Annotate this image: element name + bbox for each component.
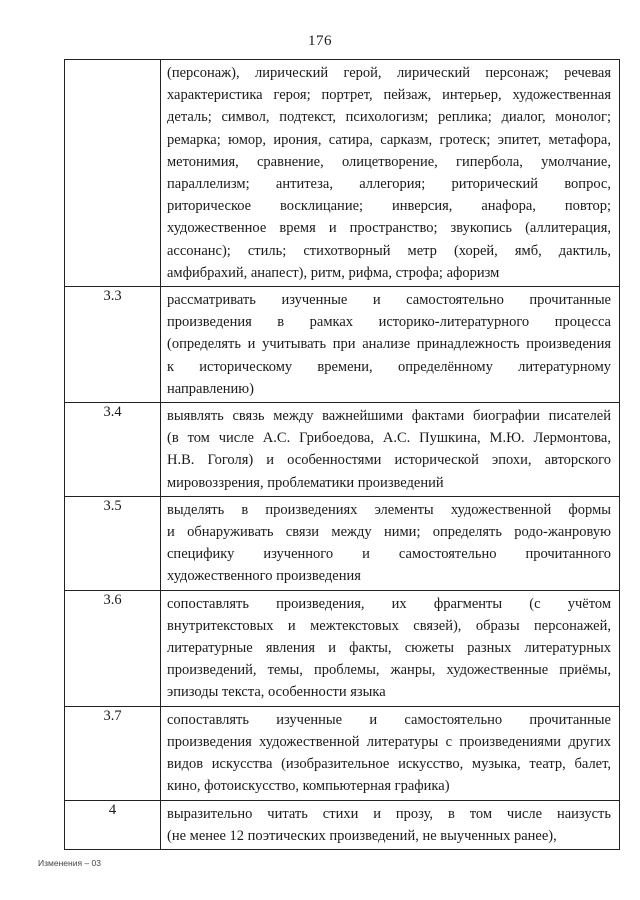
row-text-cell bbox=[161, 60, 620, 287]
row-text-cell bbox=[161, 403, 620, 497]
text-line: произведений, темы, проблемы, жанры, художественные приёмы, bbox=[167, 662, 611, 679]
row-number-cell: 3.6 bbox=[65, 590, 161, 706]
text-line: рассматривать изученные и самостоятельно прочитанные bbox=[167, 292, 611, 309]
row-number-cell: 3.5 bbox=[65, 496, 161, 590]
row-number-cell bbox=[65, 60, 161, 287]
text-line: выразительно читать стихи и прозу, в том числе наизусть bbox=[167, 805, 611, 822]
text-line: характеристика героя; портрет, пейзаж, интерьер, художественная bbox=[167, 87, 611, 104]
text-line: выявлять связь между важнейшими фактами биографии писателей bbox=[167, 408, 611, 425]
text-line: выделять в произведениях элементы художественной формы bbox=[167, 501, 611, 518]
row-number-cell: 4 bbox=[65, 800, 161, 849]
table-row bbox=[65, 590, 620, 706]
text-line: сопоставлять изученные и самостоятельно прочитанные bbox=[167, 711, 611, 728]
text-line: направлению) bbox=[167, 380, 254, 397]
text-line: деталь; символ, подтекст, психологизм; реплика; диалог, монолог; bbox=[167, 109, 611, 126]
page-number: 176 bbox=[308, 33, 332, 49]
row-text-cell bbox=[161, 590, 620, 706]
table-body bbox=[65, 60, 620, 850]
text-line: художественное время и пространство; звукопись (аллитерация, bbox=[167, 220, 611, 237]
text-line: произведения художественной литературы с произведениями других bbox=[167, 733, 611, 750]
table-row bbox=[65, 496, 620, 590]
text-line: видов искусства (изобразительное искусство, музыка, театр, балет, bbox=[167, 756, 611, 773]
text-line: ассонанс); стиль; стихотворный метр (хорей, ямб, дактиль, bbox=[167, 242, 611, 259]
text-line: ремарка; юмор, ирония, сатира, сарказм, гротеск; эпитет, метафора, bbox=[167, 131, 611, 148]
text-line: мировоззрения, проблематики произведений bbox=[167, 474, 444, 491]
row-text-cell bbox=[161, 496, 620, 590]
text-line: специфику изученного и самостоятельно прочитанного bbox=[167, 546, 611, 563]
table-row bbox=[65, 287, 620, 403]
row-number-cell: 3.4 bbox=[65, 403, 161, 497]
requirements-table bbox=[64, 59, 620, 850]
table-row bbox=[65, 60, 620, 287]
row-number-cell: 3.3 bbox=[65, 287, 161, 403]
text-line: внутритекстовых и межтекстовых связей), образы персонажей, bbox=[167, 617, 611, 634]
text-line: произведения в рамках историко-литературного процесса bbox=[167, 314, 611, 331]
text-line: параллелизм; антитеза, аллегория; риторический вопрос, bbox=[167, 176, 611, 193]
row-text-cell bbox=[161, 800, 620, 849]
text-line: амфибрахий, анапест), ритм, рифма, строфа; афоризм bbox=[167, 264, 500, 281]
text-line: риторическое восклицание; инверсия, анафора, повтор; bbox=[167, 198, 611, 215]
table-row bbox=[65, 706, 620, 800]
footer-revision-note: Изменения – 03 bbox=[38, 858, 101, 868]
text-line: кино, фотоискусство, компьютерная графика) bbox=[167, 778, 450, 795]
text-line: (определять и учитывать при анализе принадлежность произведения bbox=[167, 336, 611, 353]
text-line: (в том числе А.С. Грибоедова, А.С. Пушкина, М.Ю. Лермонтова, bbox=[167, 430, 611, 447]
text-line: сопоставлять произведения, их фрагменты (с учётом bbox=[167, 595, 611, 612]
row-text-cell bbox=[161, 287, 620, 403]
row-number-cell: 3.7 bbox=[65, 706, 161, 800]
text-line: Н.В. Гоголя) и особенностями исторической эпохи, авторского bbox=[167, 452, 611, 469]
text-line: к историческому времени, определённому литературному bbox=[167, 358, 611, 375]
text-line: метонимия, сравнение, олицетворение, гипербола, умолчание, bbox=[167, 153, 611, 170]
table-row bbox=[65, 800, 620, 849]
text-line: и обнаруживать связи между ними; определять родо-жанровую bbox=[167, 524, 611, 541]
row-text-cell bbox=[161, 706, 620, 800]
text-line: (персонаж), лирический герой, лирический персонаж; речевая bbox=[167, 65, 611, 81]
table-row bbox=[65, 403, 620, 497]
text-line: литературные явления и факты, сюжеты разных литературных bbox=[167, 640, 611, 657]
text-line: эпизоды текста, особенности языка bbox=[167, 684, 386, 701]
text-line: (не менее 12 поэтических произведений, не выученных ранее), bbox=[167, 827, 557, 844]
text-line: художественного произведения bbox=[167, 568, 361, 585]
